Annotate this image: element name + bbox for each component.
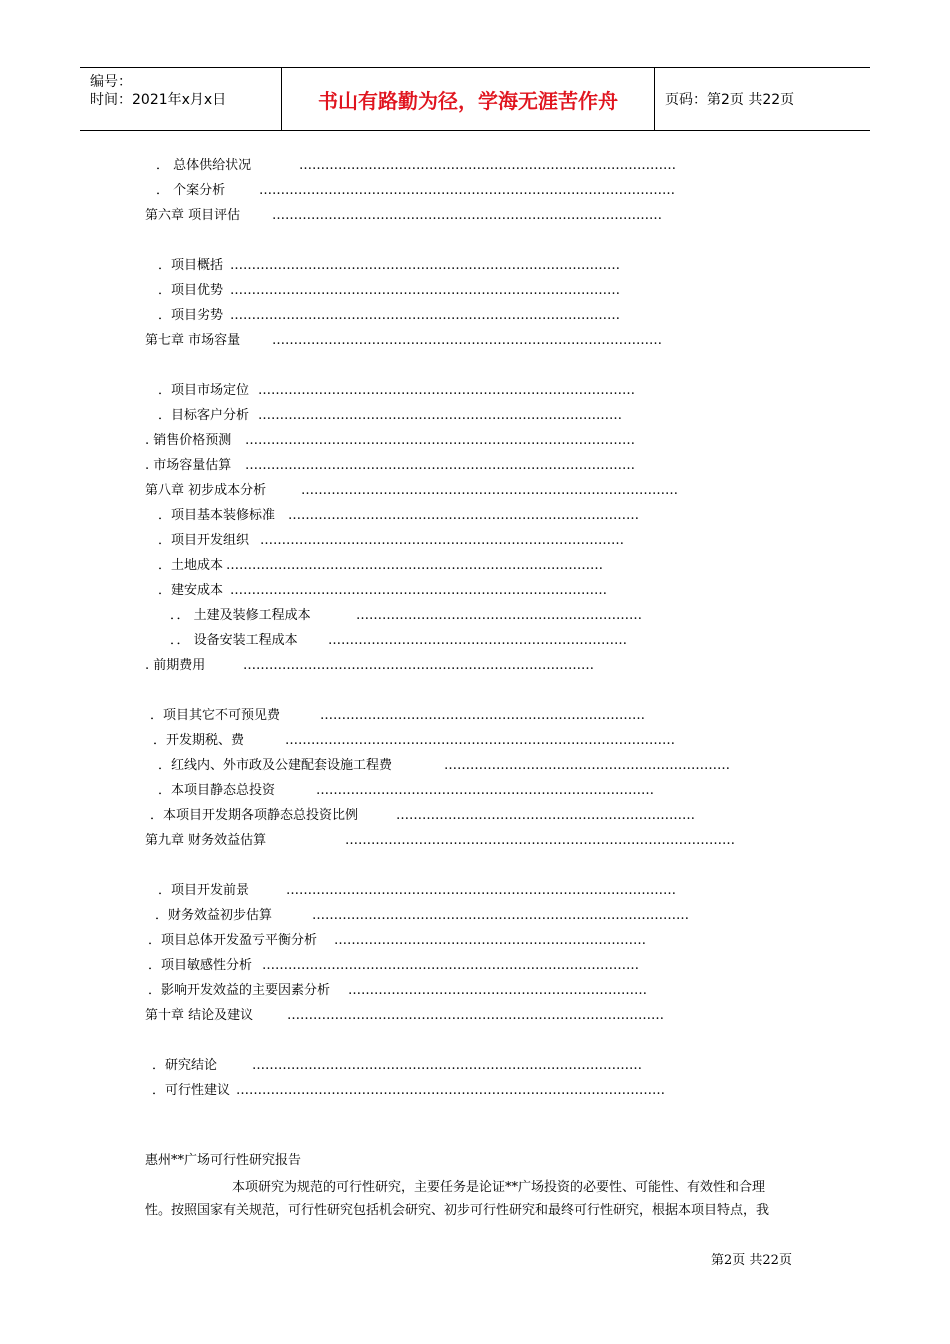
page-footer: 第2页 共22页 [711,1253,792,1268]
header-page-info: 页码：第2页 共22页 [665,92,795,108]
page-header [80,67,870,131]
time-label: 时间：2021年x月x日 [90,92,227,108]
serial-label: 编号： [90,74,132,90]
header-meta-cell [80,68,282,130]
report-title: 惠州**广场可行性研究报告 [145,1153,302,1168]
paragraph-line: 本项研究为规范的可行性研究，主要任务是论证**广场投资的必要性、可能性、有效性和合理 [232,1180,766,1195]
header-motto: 书山有路勤为径，学海无涯苦作舟 [282,68,655,130]
paragraph-line: 性。按照国家有关规范，可行性研究包括机会研究、初步可行性研究和最终可行性研究，根据本项目特点，我 [145,1203,770,1218]
